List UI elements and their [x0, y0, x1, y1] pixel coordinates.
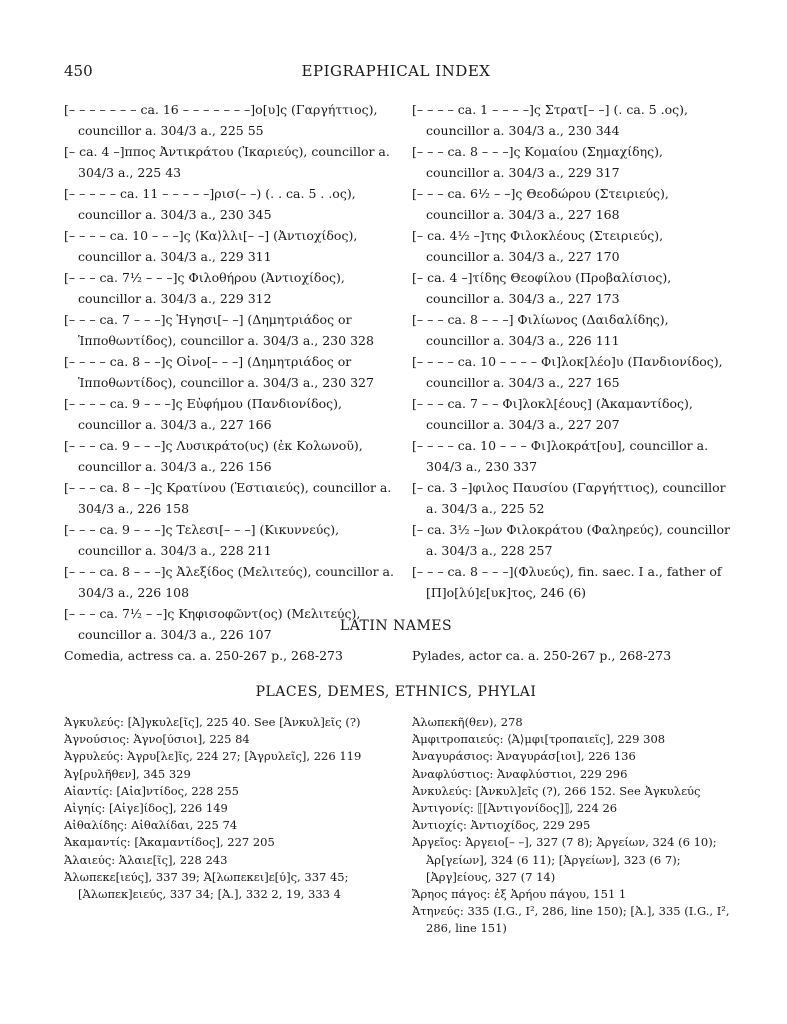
index-entry: [– – – – ca. 10 – – –]ς ⟨Κα⟩λλι[– –] (Ἀντιοχίδος), councillor a. 304/3 a., 229 311 — [64, 228, 358, 264]
place-entry: Ἀκαμαντίς: [Ἀκαμαντίδος], 227 205 — [64, 835, 275, 850]
index-entry: [– – – – – ca. 11 – – – – –]ρισ(– –) (. . ca. 5 . .ος), councillor a. 304/3 a., 230 345 — [64, 186, 356, 222]
index-entry: [– – – ca. 7½ – – –]ς Φιλοθήρου (Ἀντιοχίδος), councillor a. 304/3 a., 229 312 — [64, 270, 345, 306]
place-entry: Ἀνκυλεύς: [Ἀνκυλ]εῖς (?), 266 152. See Ἀγκυλεύς — [412, 783, 701, 798]
place-entry: Ἁλαιεύς: Ἁλαιε[ῖς], 228 243 — [64, 852, 228, 867]
index-entry: [– – – – ca. 9 – – –]ς Εὐφήμου (Πανδιονίδος), councillor a. 304/3 a., 227 166 — [64, 396, 343, 432]
place-entry: Αἰγηίς: [Αἰγε]ίδος], 226 149 — [64, 801, 228, 816]
place-entry: Ἀναγυράσιος: Ἀναγυράσ[ιοι], 226 136 — [412, 749, 636, 764]
running-title: EPIGRAPHICAL INDEX — [301, 62, 491, 80]
place-entry: Ἀτηνεύς: 335 (I.G., I², 286, line 150); [Ἀ.], 335 (I.G., I², 286, line 151) — [412, 904, 730, 936]
latin-name-entry: Comedia, actress ca. a. 250-267 p., 268-273 — [64, 648, 343, 663]
place-entry: Ἀργεῖος: Ἀργειο[– –], 327 (7 8); Ἀργείων, 324 (6 10); Ἀρ[γείων], 324 (6 11); [Ἀργείων], 323 (6 7); [Ἀργ]είους, 327 (7 14) — [412, 835, 717, 884]
index-entry: [– – – ca. 8 – –]ς Κρατίνου (Ἑστιαιεύς), councillor a. 304/3 a., 226 158 — [64, 480, 392, 516]
index-entry: [– ca. 4 –]τίδης Θεοφίλου (Προβαλίσιος), councillor a. 304/3 a., 227 173 — [412, 270, 672, 306]
index-entry: [– – – ca. 7 – – Φι]λοκλ[έους] (Ἀκαμαντίδος), councillor a. 304/3 a., 227 207 — [412, 396, 693, 432]
place-entry: Ἀγκυλεύς: [Ἀ]γκυλε[ῖς], 225 40. See [Ἀνκυλ]εῖς (?) — [64, 715, 361, 729]
latin-name-entry: Pylades, actor ca. a. 250-267 p., 268-273 — [412, 648, 672, 663]
index-entry: [– – – – – – – ca. 16 – – – – – – –]ο[υ]ς (Γαργήττιος), councillor a. 304/3 a., 225 55 — [64, 102, 378, 138]
index-entry: [– – – ca. 8 – – –]ς Ἀλεξίδος (Μελιτεύς), councillor a. 304/3 a., 226 108 — [64, 564, 394, 600]
place-entry: Ἀντιοχίς: Ἀντιοχίδος, 229 295 — [412, 818, 591, 833]
places-left-column — [64, 714, 394, 903]
page-number: 450 — [64, 62, 93, 80]
place-entry: Αἰθαλίδης: Αἰθαλίδαι, 225 74 — [64, 818, 238, 833]
index-entry: [– – – – ca. 10 – – – – Φι]λοκ[λέο]υ (Πανδιονίδος), councillor a. 304/3 a., 227 165 — [412, 354, 723, 390]
place-entry: Ἀναφλύστιος: Ἀναφλύστιοι, 229 296 — [412, 766, 628, 781]
index-entry: [– ca. 3 –]φιλος Παυσίου (Γαργήττιος), councillor a. 304/3 a., 225 52 — [412, 480, 726, 516]
places-right-column — [412, 714, 730, 938]
place-entry: Ἀμφιτροπαιεύς: ⟨Ἀ⟩μφι[τροπαιεῖς], 229 308 — [412, 732, 666, 747]
place-entry: Ἀντιγονίς: ⟦[Ἀντιγονίδος]⟧, 224 26 — [412, 801, 618, 816]
index-entry: [– – – – ca. 10 – – – Φι]λοκράτ[ου], councillor a. 304/3 a., 230 337 — [412, 438, 709, 474]
places-heading: PLACES, DEMES, ETHNICS, PHYLAI — [255, 684, 537, 700]
index-entry: [– – – ca. 6½ – –]ς Θεοδώρου (Στειριεύς), councillor a. 304/3 a., 227 168 — [412, 186, 669, 222]
index-entry: [– – – – ca. 8 – –]ς Οἰνο[– – –] (Δημητριάδος or Ἱπποθωντίδος), councillor a. 304/3 a., 230 327 — [64, 354, 374, 390]
index-entry: [– – – ca. 9 – – –]ς Λυσικράτο(υς) (ἐκ Κολωνοῦ), councillor a. 304/3 a., 226 156 — [64, 438, 363, 474]
index-entry: [– ca. 3½ –]ων Φιλοκράτου (Φαληρεύς), councillor a. 304/3 a., 228 257 — [412, 522, 730, 558]
index-entry: [– – – ca. 8 – – –]ς Κομαίου (Σημαχίδης), councillor a. 304/3 a., 229 317 — [412, 144, 663, 180]
index-entry: [– – – ca. 7 – – –]ς Ἡγησι[– –] (Δημητριάδος or Ἱπποθωντίδος), councillor a. 304/3 a., 230 328 — [64, 312, 374, 348]
place-entry: Ἀλωπεκῆ(θεν), 278 — [412, 715, 523, 729]
index-entry: [– – – ca. 9 – – –]ς Τελεσι[– – –] (Κικυννεύς), councillor a. 304/3 a., 228 211 — [64, 522, 340, 558]
place-entry: Ἀλωπεκε[ιεύς], 337 39; Ἀ[λωπεκει]ε[ύ]ς, 337 45; [Ἀλωπεκ]ειεύς, 337 34; [Ἀ.], 332 2, 19, 333 4 — [64, 869, 349, 902]
index-entry: [– – – – ca. 1 – – – –]ς Στρατ[– –] (. ca. 5 .ος), councillor a. 304/3 a., 230 344 — [412, 102, 689, 138]
index-entry: [– – – ca. 7½ – –]ς Κηφισοφῶντ(ος) (Μελιτεύς), councillor a. 304/3 a., 226 107 — [64, 606, 361, 642]
place-entry: Ἀγρυλεύς: Ἀγρυ[λε]ῖς, 224 27; [Ἀγρυλεῖς], 226 119 — [64, 749, 362, 764]
place-entry: Αἰαντίς: [Αἰα]ντίδος, 228 255 — [64, 783, 239, 798]
place-entry: Ἀγ[ρυλῆθεν], 345 329 — [64, 766, 191, 781]
left-column — [64, 99, 394, 645]
page-header — [64, 62, 728, 86]
place-entry: Ἀγνούσιος: Ἀγνο[ύσιοι], 225 84 — [64, 732, 250, 747]
right-column — [412, 99, 730, 603]
index-entry: [– – – ca. 8 – – –](Φλυεύς), fin. saec. I a., father of [Π]ο[λύ]ε[υκ]τος, 246 (6) — [412, 564, 722, 600]
index-entry: [– ca. 4½ –]της Φιλοκλέους (Στειριεύς), councillor a. 304/3 a., 227 170 — [412, 228, 664, 264]
latin-names-heading: LATIN NAMES — [339, 618, 453, 634]
index-entry: [– – – ca. 8 – – –] Φιλίωνος (Δαιδαλίδης), councillor a. 304/3 a., 226 111 — [412, 312, 669, 348]
index-entry: [– ca. 4 –]ππος Ἀντικράτου (Ἰκαριεύς), councillor a. 304/3 a., 225 43 — [64, 144, 390, 180]
place-entry: Ἄρηος πάγος: ἐξ Ἀρήου πάγου, 151 1 — [412, 887, 627, 902]
